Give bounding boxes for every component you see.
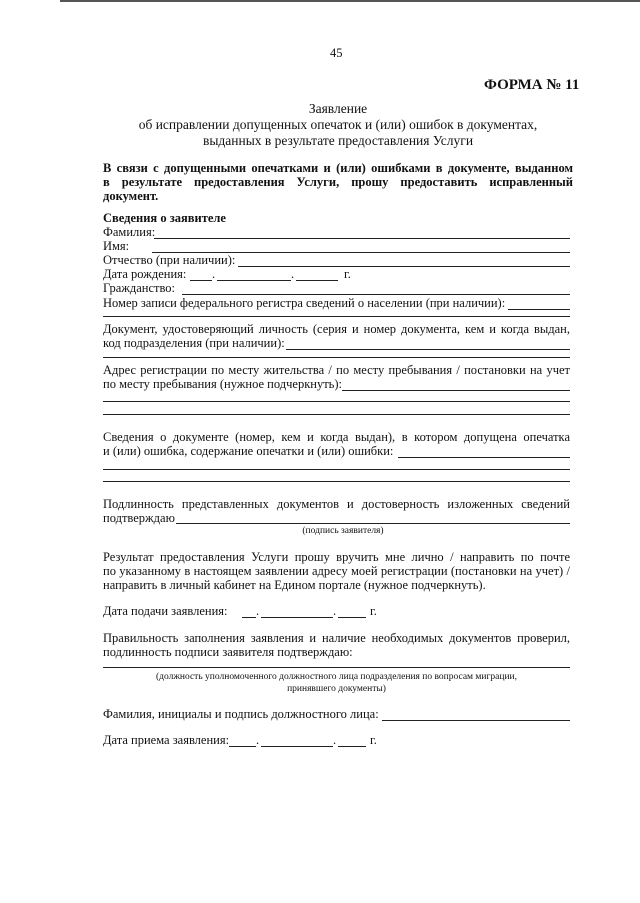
confirmation-text-line-2: подтверждаю bbox=[103, 511, 175, 525]
address-label: Адрес регистрации по месту жительства / по месту пребывания / постановки на учет bbox=[103, 363, 570, 377]
official-position-caption: (должность уполномоченного должностного лица подразделения по вопросам миграции, bbox=[155, 672, 518, 682]
submission-day-field[interactable] bbox=[242, 617, 256, 618]
confirmation-text: Подлинность представленных документов и достоверность изложенных сведений bbox=[103, 497, 570, 511]
verification-text-line-2: подлинность подписи заявителя подтверждаю: bbox=[103, 645, 353, 659]
submission-date-suffix: г. bbox=[370, 604, 377, 618]
name-label: Имя: bbox=[103, 239, 130, 253]
birth-month-field[interactable] bbox=[217, 280, 291, 281]
doc-info-label-line-2: и (или) ошибка, содержание опечатки и (или) ошибки: bbox=[103, 444, 394, 458]
receipt-date-suffix: г. bbox=[370, 733, 377, 747]
address-field[interactable] bbox=[342, 390, 570, 391]
official-name-label: Фамилия, инициалы и подпись должностного лица: bbox=[103, 707, 379, 721]
birth-day-field[interactable] bbox=[190, 280, 212, 281]
birth-date-label: Дата рождения: bbox=[103, 267, 187, 281]
applicant-signature-field[interactable] bbox=[176, 523, 570, 524]
verification-text: Правильность заполнения заявления и наличие необходимых документов проверил, bbox=[103, 631, 570, 645]
doc-info-field[interactable] bbox=[398, 457, 570, 458]
scan-top-edge bbox=[60, 0, 640, 2]
date-separator: . bbox=[212, 267, 216, 281]
identity-doc-field-line-2[interactable] bbox=[103, 357, 570, 358]
identity-doc-label: Документ, удостоверяющий личность (серия и номер документа, кем и когда выдан, bbox=[103, 322, 570, 336]
official-position-caption-line-2: принявшего документы) bbox=[287, 684, 386, 694]
intro-text: В связи с допущенными опечатками и (или) ошибками в документе, выданном bbox=[103, 161, 573, 175]
birth-date-suffix: г. bbox=[344, 267, 351, 281]
date-separator: . bbox=[256, 733, 260, 747]
submission-year-field[interactable] bbox=[338, 617, 366, 618]
date-separator: . bbox=[333, 733, 337, 747]
patronymic-field[interactable] bbox=[238, 266, 570, 267]
date-separator: . bbox=[291, 267, 295, 281]
submission-date-label: Дата подачи заявления: bbox=[103, 604, 228, 618]
delivery-text-line-3: направить в личный кабинет на Едином портале (нужное подчеркнуть). bbox=[103, 578, 486, 592]
receipt-day-field[interactable] bbox=[229, 746, 256, 747]
submission-month-field[interactable] bbox=[261, 617, 333, 618]
delivery-text-line-2: по указанному в настоящем заявлении адресу моей регистрации (постановки на учет) / bbox=[103, 564, 570, 578]
intro-text-line-2: в результате предоставления Услуги, прошу предоставить исправленный bbox=[103, 175, 573, 189]
date-separator: . bbox=[256, 604, 260, 618]
delivery-text: Результат предоставления Услуги прошу вручить мне лично / направить по почте bbox=[103, 550, 570, 564]
identity-doc-label-line-2: код подразделения (при наличии): bbox=[103, 336, 285, 350]
address-label-line-2: по месту пребывания (нужное подчеркнуть): bbox=[103, 377, 343, 391]
signature-caption: (подпись заявителя) bbox=[302, 526, 384, 536]
registry-number-label: Номер записи федерального регистра сведений о населении (при наличии): bbox=[103, 296, 506, 310]
citizenship-label: Гражданство: bbox=[103, 281, 176, 295]
document-title-line-3: выданных в результате предоставления Услуги bbox=[202, 133, 474, 148]
date-separator: . bbox=[333, 604, 337, 618]
form-label: ФОРМА № 11 bbox=[484, 77, 580, 93]
address-field-line-3[interactable] bbox=[103, 414, 570, 415]
address-field-line-2[interactable] bbox=[103, 401, 570, 402]
citizenship-field[interactable] bbox=[182, 294, 570, 295]
doc-info-field-line-3[interactable] bbox=[103, 481, 570, 482]
registry-number-field-line-2[interactable] bbox=[103, 316, 570, 317]
doc-info-field-line-2[interactable] bbox=[103, 469, 570, 470]
registry-number-field[interactable] bbox=[508, 309, 570, 310]
document-title-line-2: об исправлении допущенных опечаток и (или) ошибок в документах, bbox=[138, 117, 538, 132]
official-name-field[interactable] bbox=[382, 720, 570, 721]
surname-label: Фамилия: bbox=[103, 225, 156, 239]
receipt-year-field[interactable] bbox=[338, 746, 366, 747]
receipt-month-field[interactable] bbox=[261, 746, 333, 747]
doc-info-label: Сведения о документе (номер, кем и когда выдан), в котором допущена опечатка bbox=[103, 430, 570, 444]
identity-doc-field[interactable] bbox=[286, 349, 570, 350]
intro-text-line-3: документ. bbox=[103, 189, 159, 203]
birth-year-field[interactable] bbox=[296, 280, 338, 281]
patronymic-label: Отчество (при наличии): bbox=[103, 253, 236, 267]
receipt-date-label: Дата приема заявления: bbox=[103, 733, 230, 747]
page-number: 45 bbox=[330, 46, 343, 60]
official-position-field[interactable] bbox=[103, 667, 570, 668]
surname-field[interactable] bbox=[154, 238, 570, 239]
applicant-heading: Сведения о заявителе bbox=[103, 211, 226, 225]
document-title: Заявление bbox=[308, 101, 368, 116]
